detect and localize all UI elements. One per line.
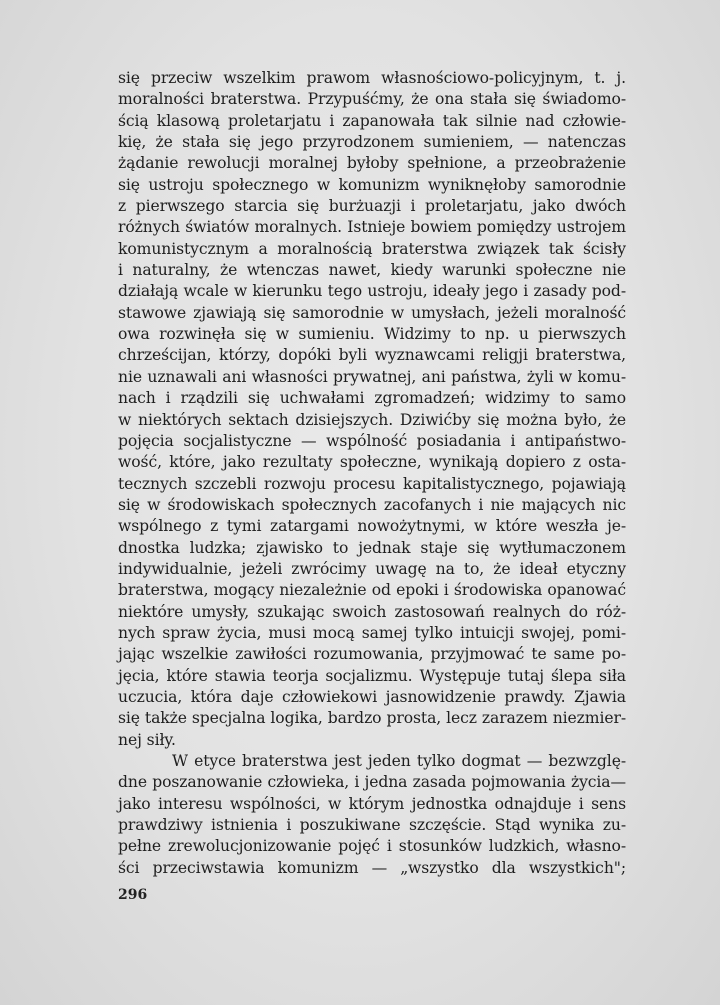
text-line: moralności braterstwa. Przypuśćmy, że ona stała się świadomo- bbox=[118, 90, 626, 109]
text-line: indywidualnie, jeżeli zwrócimy uwagę na to, że ideał etyczny bbox=[118, 559, 626, 578]
page-number: 296 bbox=[118, 887, 148, 903]
text-line: dne poszanowanie człowieka, i jedna zasada pojmowania życia— bbox=[118, 773, 626, 792]
text-line: uczucia, która daje człowiekowi jasnowidzenie prawdy. Zjawia bbox=[118, 687, 626, 706]
text-line: z pierwszego starcia się burżuazji i proletarjatu, jako dwóch bbox=[118, 197, 626, 216]
text-line: w niektórych sektach dzisiejszych. Dziwićby się można było, że bbox=[118, 410, 626, 429]
text-line: pojęcia socjalistyczne — wspólność posiadania i antipaństwo- bbox=[118, 431, 626, 450]
text-line: stawowe zjawiają się samorodnie w umysłach, jeżeli moralność bbox=[118, 303, 626, 322]
text-line: się przeciw wszelkim prawom własnościowo-policyjnym, t. j. bbox=[118, 69, 626, 87]
text-line: pełne zrewolucjonizowanie pojęć i stosunków ludzkich, własno- bbox=[118, 837, 626, 856]
text-line: prawdziwy istnienia i poszukiwane szczęście. Stąd wynika zu- bbox=[118, 816, 626, 835]
text-line: nych spraw życia, musi mocą samej tylko intuicji swojej, pomi- bbox=[118, 623, 626, 642]
text-line: niektóre umysły, szukając swoich zastosowań realnych do róż- bbox=[118, 602, 626, 621]
text-line: braterstwa, mogący niezależnie od epoki i środowiska opanować bbox=[118, 581, 626, 600]
text-line: chrześcijan, którzy, dopóki byli wyznawcami religji braterstwa, bbox=[118, 346, 626, 365]
text-line: ści przeciwstawia komunizm — „wszystko dla wszystkich"; bbox=[118, 858, 626, 877]
text-line: jęcia, które stawia teorja socjalizmu. Występuje tutaj ślepa siła bbox=[118, 666, 626, 685]
text-line: owa rozwinęła się w sumieniu. Widzimy to np. u pierwszych bbox=[118, 325, 626, 344]
text-line: W etyce braterstwa jest jeden tylko dogmat — bezwzglę- bbox=[172, 752, 626, 770]
text-line: wość, które, jako rezultaty społeczne, wynikają dopiero z osta- bbox=[118, 453, 626, 472]
text-line: działają wcale w kierunku tego ustroju, ideały jego i zasady pod- bbox=[118, 282, 626, 301]
text-line: nach i rządzili się uchwałami zgromadzeń; widzimy to samo bbox=[118, 389, 626, 408]
text-line: się w środowiskach społecznych zacofanych i nie mających nic bbox=[118, 495, 626, 514]
text-line: i naturalny, że wtenczas nawet, kiedy warunki społeczne nie bbox=[118, 261, 626, 280]
text-line: jając wszelkie zawiłości rozumowania, przyjmować te same po- bbox=[118, 645, 626, 664]
text-line: dnostka ludzka; zjawisko to jednak staje się wytłumaczonem bbox=[118, 538, 626, 557]
text-line: komunistycznym a moralnością braterstwa związek tak ścisły bbox=[118, 239, 626, 258]
text-line: się także specjalna logika, bardzo prosta, lecz zarazem niezmier- bbox=[118, 709, 626, 728]
text-line: tecznych szczebli rozwoju procesu kapitalistycznego, pojawiają bbox=[118, 474, 626, 493]
body-text bbox=[118, 68, 626, 879]
text-line: się ustroju społecznego w komunizm wyniknęłoby samorodnie bbox=[118, 175, 626, 194]
text-line: nej siły. bbox=[118, 730, 176, 749]
text-line: wspólnego z tymi zatargami nowożytnymi, w które weszła je- bbox=[118, 517, 626, 536]
text-line: nie uznawali ani własności prywatnej, ani państwa, żyli w komu- bbox=[118, 367, 626, 386]
text-line: ścią klasową proletarjatu i zapanowała tak silnie nad człowie- bbox=[118, 111, 626, 130]
text-line: kię, że stała się jego przyrodzonem sumieniem, — natenczas bbox=[118, 133, 626, 152]
text-line: jako interesu wspólności, w którym jednostka odnajduje i sens bbox=[118, 794, 626, 813]
text-line: różnych światów moralnych. Istnieje bowiem pomiędzy ustrojem bbox=[118, 218, 626, 237]
text-line: żądanie rewolucji moralnej byłoby spełnione, a przeobrażenie bbox=[118, 154, 626, 173]
